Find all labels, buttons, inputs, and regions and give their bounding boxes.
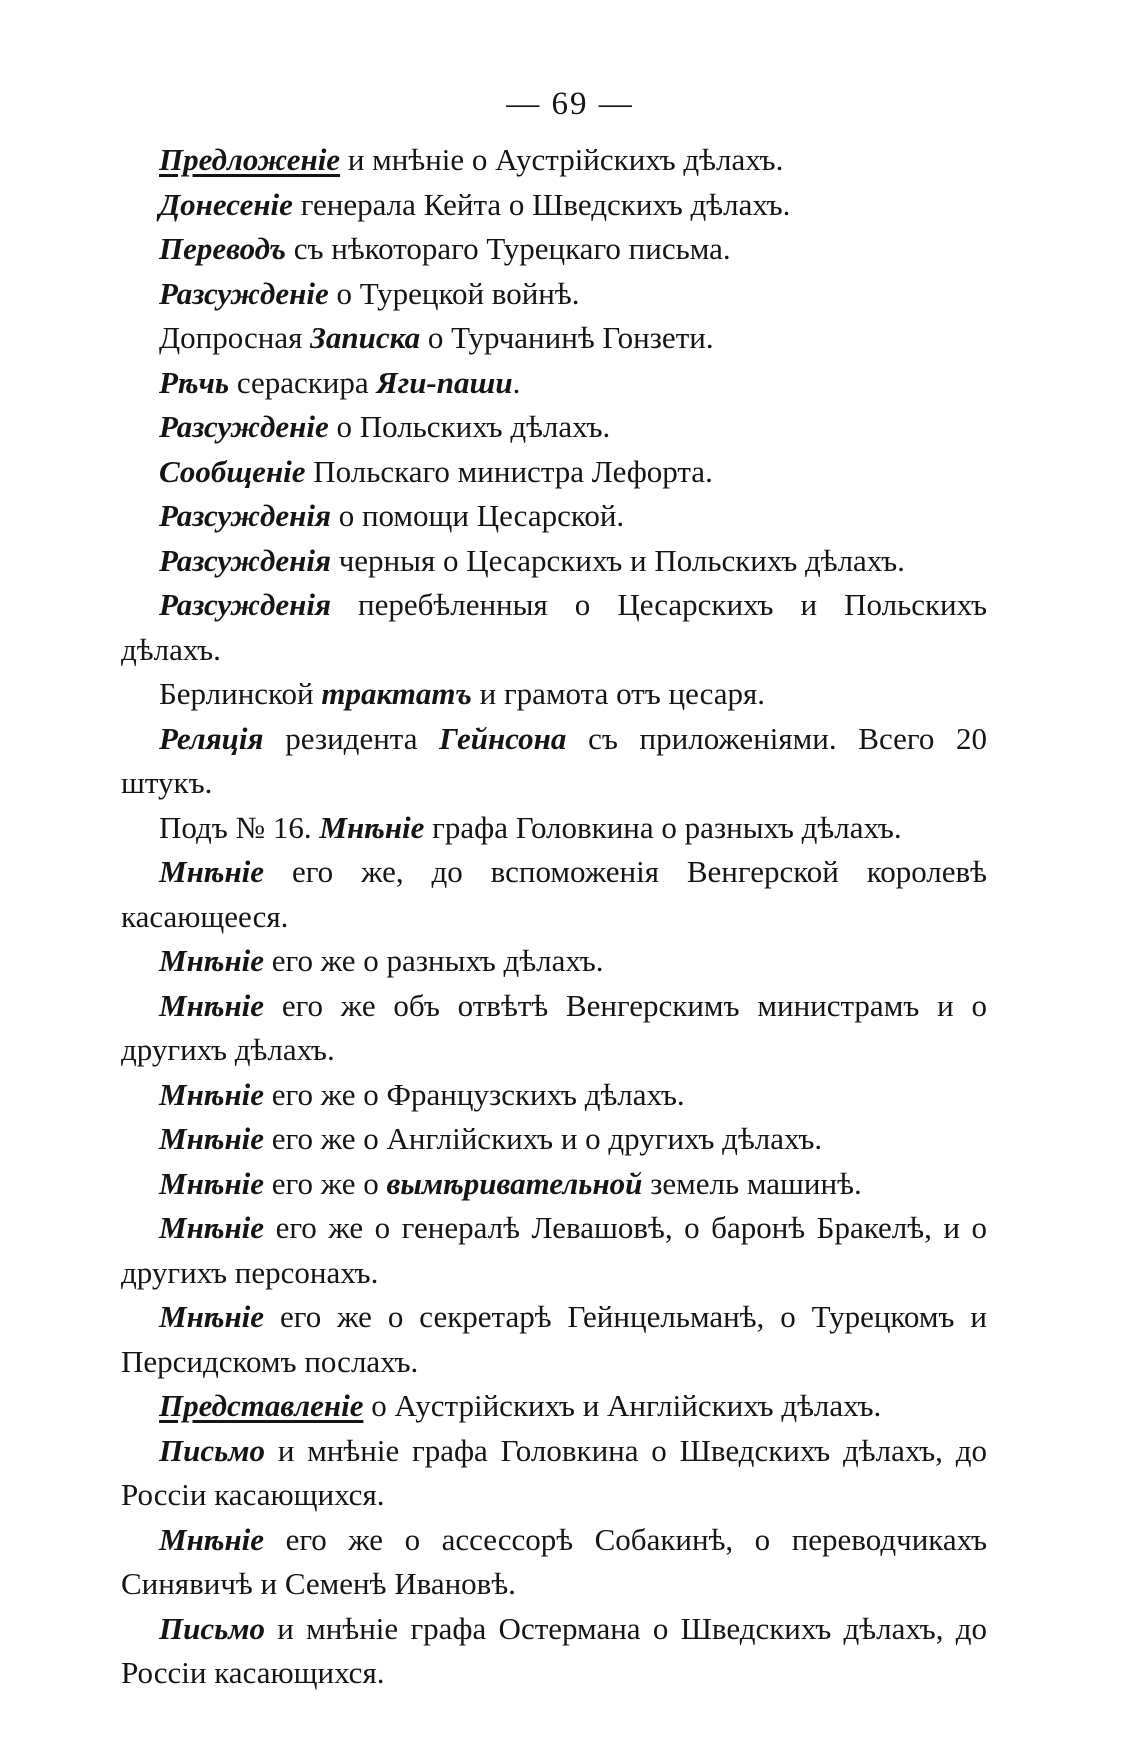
- entry-title: Мнѣніе: [159, 1210, 265, 1245]
- entry-suffix: земель машинѣ.: [642, 1165, 862, 1201]
- entry-title: Разсужденіе: [159, 275, 329, 311]
- entry-suffix: съ приложеніями. Всего 20 штукъ.: [121, 720, 988, 800]
- entry-text: графа Головкина о разныхъ дѣлахъ.: [424, 809, 902, 845]
- entry-text: черныя о Цесарскихъ и Польскихъ дѣлахъ.: [330, 542, 905, 578]
- entry-17: [121, 984, 987, 1073]
- entry-title: Мнѣніе: [159, 1076, 265, 1112]
- entry-title: Представленіе: [159, 1388, 364, 1423]
- entry-title: Записка: [310, 320, 421, 355]
- entry-text: его же о генералѣ Левашовѣ, о баронѣ Бракелѣ, и о другихъ персонахъ.: [121, 1210, 987, 1290]
- entry-prefix: Допросная: [159, 320, 311, 355]
- entry-text: его же о Англійскихъ и о другихъ дѣлахъ.: [264, 1121, 823, 1156]
- entry-text: съ нѣкотораго Турецкаго письма.: [285, 231, 731, 266]
- entry-9: [121, 494, 987, 539]
- entry-4: [121, 272, 987, 317]
- entry-5: [121, 316, 987, 361]
- entry-11: [121, 583, 987, 672]
- entry-title-2: Гейнсона: [439, 720, 567, 756]
- entry-title: Мнѣніе: [319, 809, 425, 845]
- entry-6: [121, 361, 987, 406]
- entry-title: Переводъ: [159, 231, 286, 266]
- entry-3: [121, 227, 987, 272]
- entry-text: его же о разныхъ дѣлахъ.: [264, 943, 604, 978]
- entry-8: [121, 450, 987, 495]
- entry-title: Письмо: [159, 1432, 266, 1468]
- entry-19: [121, 1117, 987, 1162]
- entry-title: Письмо: [159, 1610, 266, 1646]
- entry-24: [121, 1429, 987, 1518]
- entry-14: [121, 806, 987, 851]
- entry-title: Разсужденія: [159, 542, 331, 578]
- entry-7: [121, 405, 987, 450]
- entry-text: его же о: [264, 1165, 387, 1201]
- entry-title: трактатъ: [321, 676, 472, 711]
- entry-text: его же, до вспоможенія Венгерской королевѣ касающееся.: [121, 854, 987, 934]
- entry-title: Мнѣніе: [159, 854, 265, 889]
- entry-title: Реляція: [159, 720, 264, 756]
- entry-title: Предложеніе: [159, 142, 341, 177]
- entry-text: его же объ отвѣтѣ Венгерскимъ министрамъ и о другихъ дѣлахъ.: [121, 987, 987, 1067]
- entry-text: Польскаго министра Лефорта.: [305, 453, 713, 489]
- entry-prefix: Подъ № 16.: [159, 809, 320, 845]
- entry-10: [121, 539, 987, 584]
- entry-text: о Польскихъ дѣлахъ.: [328, 409, 611, 444]
- entry-title: Мнѣніе: [159, 1165, 265, 1201]
- entry-title-2: Яги-паши: [376, 364, 513, 400]
- entry-text: о Турчанинѣ Гонзети.: [420, 320, 714, 355]
- entry-title: Мнѣніе: [159, 943, 265, 978]
- entry-title: Мнѣніе: [159, 987, 265, 1023]
- document-body: [121, 138, 987, 1696]
- entry-12: [121, 672, 987, 717]
- entry-title-2: вымѣривательной: [386, 1165, 643, 1201]
- entry-text: и мнѣніе графа Остермана о Шведскихъ дѣлахъ, до Россіи касающихся.: [121, 1610, 987, 1690]
- entry-text: его же о ассессорѣ Собакинѣ, о переводчикахъ Синявичѣ и Семенѣ Ивановѣ.: [121, 1521, 987, 1601]
- entry-title: Разсужденіе: [159, 409, 329, 444]
- entry-title: Сообщеніе: [159, 453, 306, 489]
- entry-title: Рѣчь: [159, 364, 230, 400]
- entry-18: [121, 1073, 987, 1118]
- entry-title: Разсужденія: [159, 587, 331, 622]
- entry-text: и грамота отъ цесаря.: [471, 676, 766, 711]
- entry-text: резидента: [263, 720, 440, 756]
- entry-23: [121, 1384, 987, 1429]
- entry-suffix: .: [512, 364, 521, 400]
- entry-prefix: Берлинской: [159, 676, 322, 711]
- entry-text: и мнѣніе о Аустрійскихъ дѣлахъ.: [340, 142, 784, 177]
- entry-text: о помощи Цесарской.: [330, 498, 625, 533]
- entry-26: [121, 1607, 987, 1696]
- entry-25: [121, 1518, 987, 1607]
- entry-title: Донесеніе: [159, 186, 293, 222]
- page-number: — 69 —: [506, 86, 634, 122]
- entry-21: [121, 1206, 987, 1295]
- entry-16: [121, 939, 987, 984]
- entry-text: его же о секретарѣ Гейнцельманѣ, о Турецкомъ и Персидскомъ послахъ.: [121, 1299, 987, 1379]
- entry-title: Мнѣніе: [159, 1299, 265, 1334]
- entry-1: [121, 138, 987, 183]
- entry-text: о Турецкой войнѣ.: [328, 275, 580, 311]
- entry-text: сераскира: [229, 364, 377, 400]
- entry-20: [121, 1162, 987, 1207]
- entry-title: Мнѣніе: [159, 1521, 265, 1557]
- entry-text: генерала Кейта о Шведскихъ дѣлахъ.: [292, 186, 791, 222]
- entry-text: и мнѣніе графа Головкина о Шведскихъ дѣлахъ, до Россіи касающихся.: [121, 1432, 987, 1512]
- entry-15: [121, 850, 987, 939]
- entry-22: [121, 1295, 987, 1384]
- entry-text: перебѣленныя о Цесарскихъ и Польскихъ дѣлахъ.: [121, 587, 987, 667]
- entry-title: Разсужденія: [159, 498, 331, 533]
- entry-13: [121, 717, 987, 806]
- entry-title: Мнѣніе: [159, 1121, 265, 1156]
- entry-text: о Аустрійскихъ и Англійскихъ дѣлахъ.: [363, 1388, 882, 1423]
- entry-2: [121, 183, 987, 228]
- entry-text: его же о Французскихъ дѣлахъ.: [264, 1076, 685, 1112]
